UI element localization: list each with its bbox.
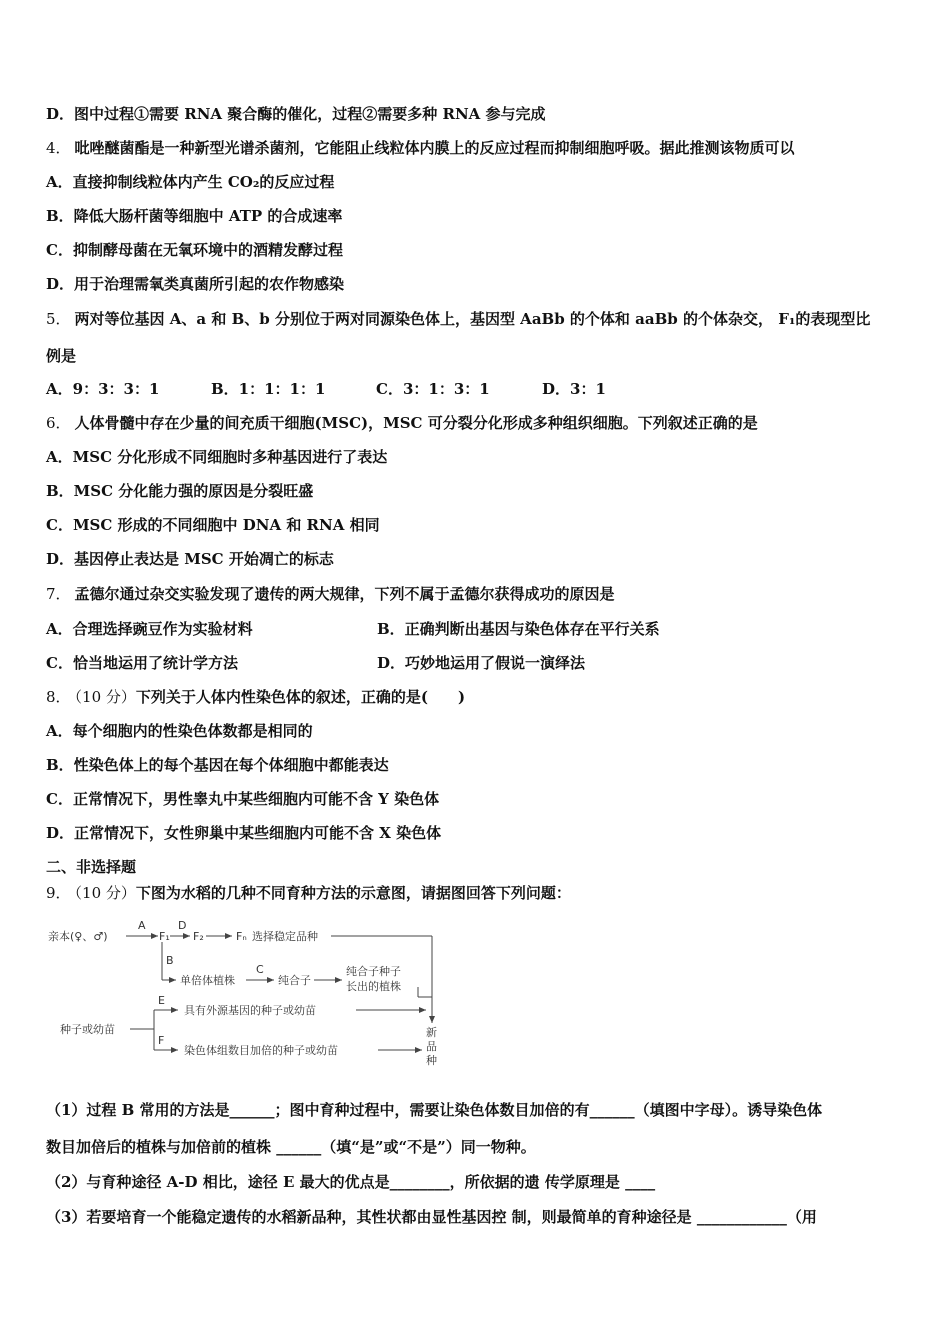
- q5-option-a: A．9：3：3：1: [46, 380, 160, 398]
- q5-number: 5．: [46, 310, 71, 328]
- q5-options: [46, 378, 606, 399]
- q4-number: 4．: [46, 139, 71, 157]
- diagram-f2: F₂: [193, 930, 204, 943]
- diagram-new-1: 新: [426, 1026, 437, 1039]
- q5-stem-text: 两对等位基因 A、a 和 B、b 分别位于两对同源染色体上，基因型 AaBb 的个体和 aaBb 的个体杂交， F₁的表现型比: [74, 310, 871, 328]
- diagram-foreign: 具有外源基因的种子或幼苗: [184, 1004, 316, 1017]
- q9-part3: （3）若要培育一个能稳定遗传的水稻新品种，其性状都由显性基因控 制，则最简单的育种途径是 ____________（用: [46, 1208, 817, 1226]
- diagram-label-b: B: [166, 954, 174, 967]
- q8-option-d: D．正常情况下，女性卵巢中某些细胞内可能不含 X 染色体: [46, 824, 442, 842]
- breeding-diagram: [46, 915, 466, 1075]
- q5-option-c: C．3：1：3：1: [376, 380, 490, 398]
- q4-option-a: A．直接抑制线粒体内产生 CO₂的反应过程: [46, 173, 335, 191]
- q7-option-b: B．正确判断出基因与染色体存在平行关系: [377, 620, 660, 638]
- diagram-pure: 纯合子: [278, 974, 311, 987]
- diagram-select: 选择稳定品种: [252, 930, 318, 943]
- q9-number: 9．: [46, 884, 71, 902]
- diagram-haploid: 单倍体植株: [180, 974, 235, 987]
- q8-option-a: A．每个细胞内的性染色体数都是相同的: [46, 722, 313, 740]
- section-heading: 二、非选择题: [46, 858, 137, 876]
- q7-option-c: C．恰当地运用了统计学方法: [46, 654, 238, 672]
- q5-stem: [46, 308, 870, 329]
- diagram-parent: 亲本(♀、♂): [48, 930, 108, 943]
- q7-stem: [46, 583, 615, 604]
- q9-part2: （2）与育种途径 A-D 相比，途径 E 最大的优点是________，所依据的遗 传学原理是 ____: [46, 1173, 656, 1191]
- q8-stem-text: 下列关于人体内性染色体的叙述，正确的是( ): [135, 688, 466, 706]
- diagram-label-a: A: [138, 919, 146, 932]
- diagram-label-c: C: [256, 963, 264, 976]
- q3-option-d: D．图中过程①需要 RNA 聚合酶的催化，过程②需要多种 RNA 参与完成: [46, 105, 546, 123]
- diagram-label-e: E: [158, 994, 165, 1007]
- diagram-fn: Fₙ: [236, 930, 247, 943]
- q6-number: 6．: [46, 414, 71, 432]
- q6-option-c: C．MSC 形成的不同细胞中 DNA 和 RNA 相同: [46, 516, 380, 534]
- diagram-new-3: 种: [426, 1054, 437, 1067]
- diagram-label-d: D: [178, 919, 187, 932]
- q9-part1-cont: 数目加倍后的植株与加倍前的植株 ______（填“是”或“不是”）同一物种。: [46, 1138, 536, 1156]
- q5-stem-cont: 例是: [46, 347, 77, 365]
- q6-option-d: D．基因停止表达是 MSC 开始凋亡的标志: [46, 550, 334, 568]
- q4-option-b: B．降低大肠杆菌等细胞中 ATP 的合成速率: [46, 207, 343, 225]
- diagram-doubled: 染色体组数目加倍的种子或幼苗: [184, 1044, 338, 1057]
- q6-option-b: B．MSC 分化能力强的原因是分裂旺盛: [46, 482, 314, 500]
- q8-score: （10 分）: [74, 688, 136, 706]
- q7-options-row2: [46, 652, 585, 673]
- diagram-pure-seed-2: 长出的植株: [346, 980, 401, 993]
- q7-number: 7．: [46, 585, 71, 603]
- q8-option-b: B．性染色体上的每个基因在每个体细胞中都能表达: [46, 756, 389, 774]
- q8-stem: [46, 686, 465, 707]
- q6-stem-text: 人体骨髓中存在少量的间充质干细胞(MSC)，MSC 可分裂分化形成多种组织细胞。下列叙述正确的是: [74, 414, 758, 432]
- q8-option-c: C．正常情况下，男性睾丸中某些细胞内可能不含 Y 染色体: [46, 790, 440, 808]
- q5-option-b: B．1：1：1：1: [211, 380, 326, 398]
- q6-stem: [46, 412, 758, 433]
- q9-stem: [46, 882, 571, 903]
- diagram-pure-seed-1: 纯合子种子: [346, 965, 401, 978]
- diagram-seed: 种子或幼苗: [60, 1023, 115, 1036]
- q8-number: 8．: [46, 688, 71, 706]
- q4-option-d: D．用于治理需氧类真菌所引起的农作物感染: [46, 275, 345, 293]
- q7-options-row1: [46, 618, 660, 639]
- q4-stem: [46, 137, 795, 158]
- diagram-new-2: 品: [426, 1040, 437, 1053]
- q5-option-d: D．3：1: [542, 380, 606, 398]
- diagram-label-f: F: [158, 1034, 165, 1047]
- q4-stem-text: 吡唑醚菌酯是一种新型光谱杀菌剂，它能阻止线粒体内膜上的反应过程而抑制细胞呼吸。据此推测该物质可以: [74, 139, 795, 157]
- q4-option-c: C．抑制酵母菌在无氧环境中的酒精发酵过程: [46, 241, 343, 259]
- q9-part1: （1）过程 B 常用的方法是______；图中育种过程中，需要让染色体数目加倍的有______（填图中字母）。诱导染色体: [46, 1101, 823, 1119]
- q6-option-a: A．MSC 分化形成不同细胞时多种基因进行了表达: [46, 448, 388, 466]
- q7-option-d: D．巧妙地运用了假说一演绎法: [377, 654, 586, 672]
- q9-stem-text: 下图为水稻的几种不同育种方法的示意图，请据图回答下列问题：: [135, 884, 571, 902]
- q7-stem-text: 孟德尔通过杂交实验发现了遗传的两大规律，下列不属于孟德尔获得成功的原因是: [74, 585, 615, 603]
- diagram-f1: F₁: [159, 930, 170, 943]
- q7-option-a: A．合理选择豌豆作为实验材料: [46, 620, 253, 638]
- q9-score: （10 分）: [74, 884, 136, 902]
